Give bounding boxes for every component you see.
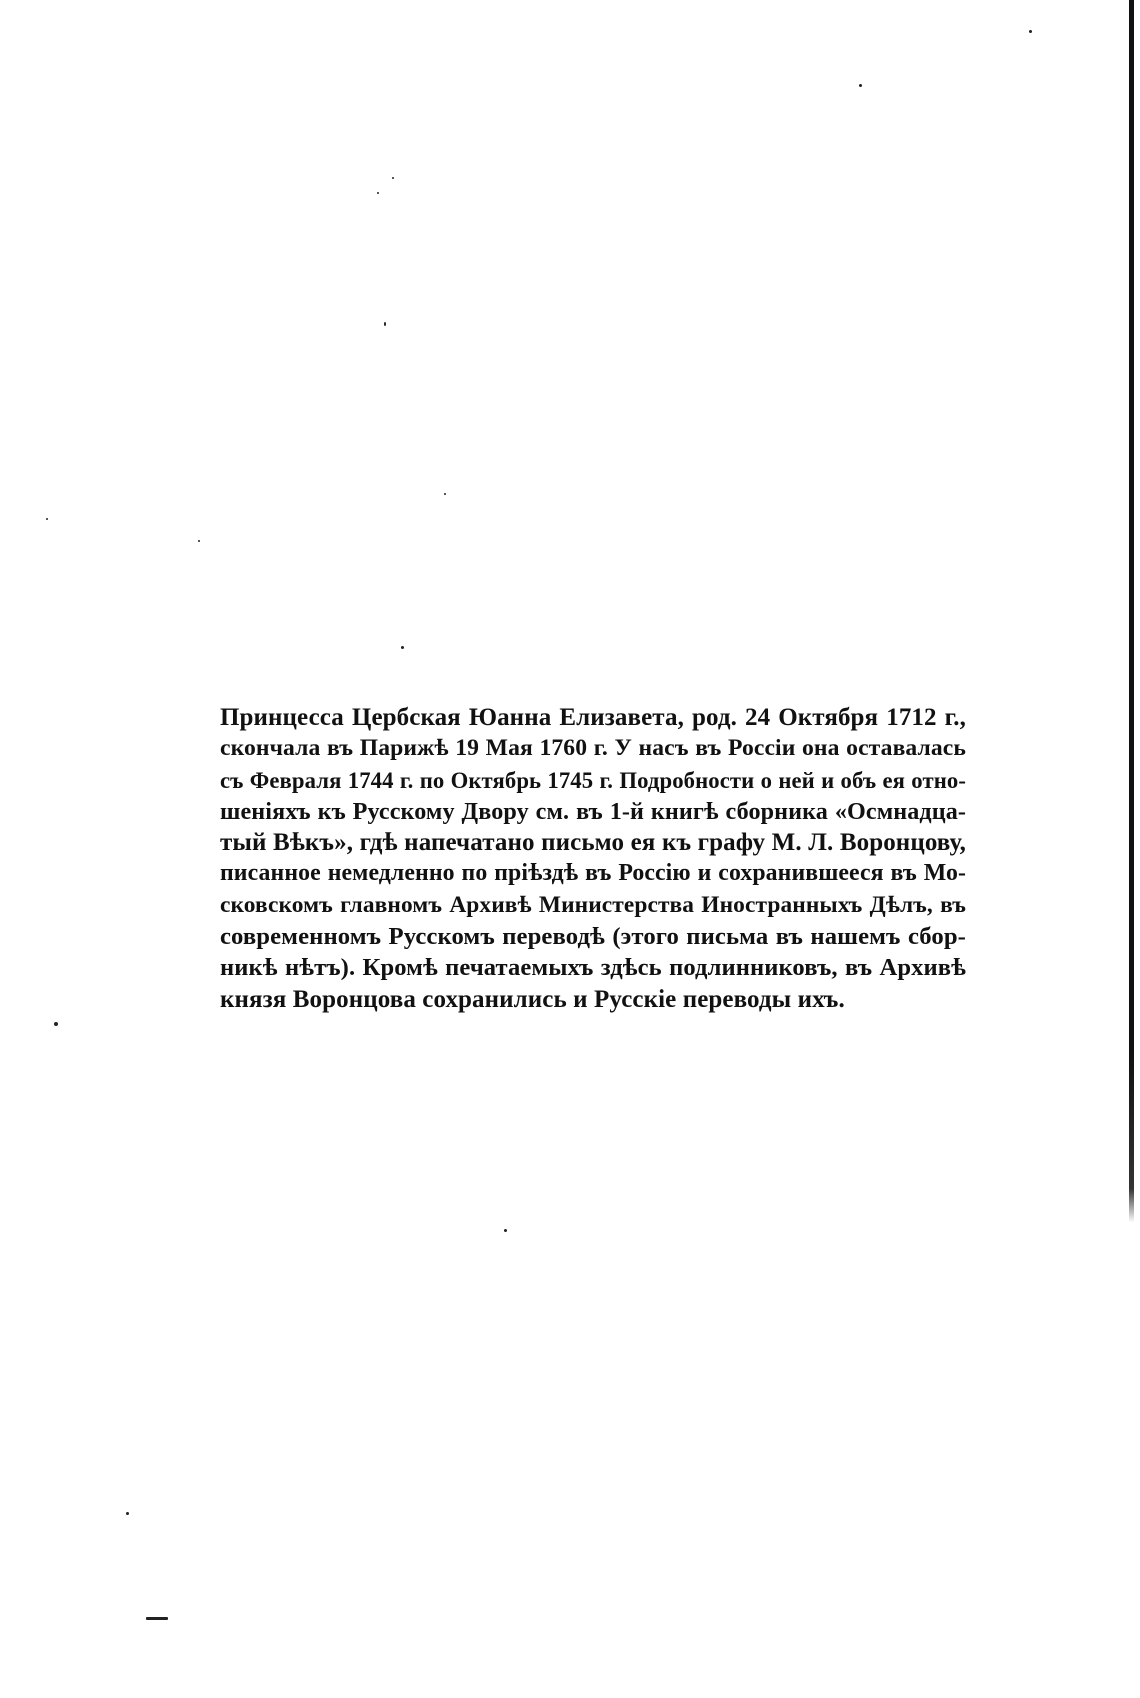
page-binding-edge [1129,0,1134,1698]
footnote-paragraph [220,702,966,1015]
scan-speck [504,1229,507,1232]
scan-speck [126,1512,129,1515]
paragraph-line: современномъ Русскомъ переводѣ (этого письма въ нашемъ сбор- [220,923,966,951]
paragraph-line: съ Февраля 1744 г. по Октябрь 1745 г. Подробности о ней и объ ея отно- [220,767,966,793]
paragraph-line: князя Воронцова сохранились и Русскіе переводы ихъ. [220,985,845,1013]
paragraph-line: скончала въ Парижѣ 19 Мая 1760 г. У насъ въ Россіи она оставалась [220,735,966,762]
scan-speck [859,84,862,87]
scan-speck [401,646,404,649]
paragraph-line: шеніяхъ къ Русскому Двору см. въ 1-й книгѣ сборника «Осмнадца- [220,797,966,825]
paragraph-line: писанное немедленно по пріѣздѣ въ Россію и сохранившееся въ Мо- [220,860,966,887]
scan-speck [377,192,379,194]
scan-speck [392,177,394,179]
paragraph-line: сковскомъ главномъ Архивѣ Министерства Иностранныхъ Дѣлъ, въ [220,891,966,918]
scan-speck [384,322,386,326]
scan-speck [1029,30,1032,33]
scan-speck [444,493,446,495]
paragraph-line: тый Вѣкъ», гдѣ напечатано письмо ея къ графу М. Л. Воронцову, [220,829,966,857]
scan-speck [46,518,48,520]
paragraph-line: Принцесса Цербская Юанна Елизавета, род. 24 Октября 1712 г., [220,704,966,731]
scan-speck [146,1617,168,1620]
scan-speck [54,1022,58,1026]
paragraph-line: никѣ нѣтъ). Кромѣ печатаемыхъ здѣсь подлинниковъ, въ Архивѣ [220,954,966,982]
scan-speck [198,540,200,542]
